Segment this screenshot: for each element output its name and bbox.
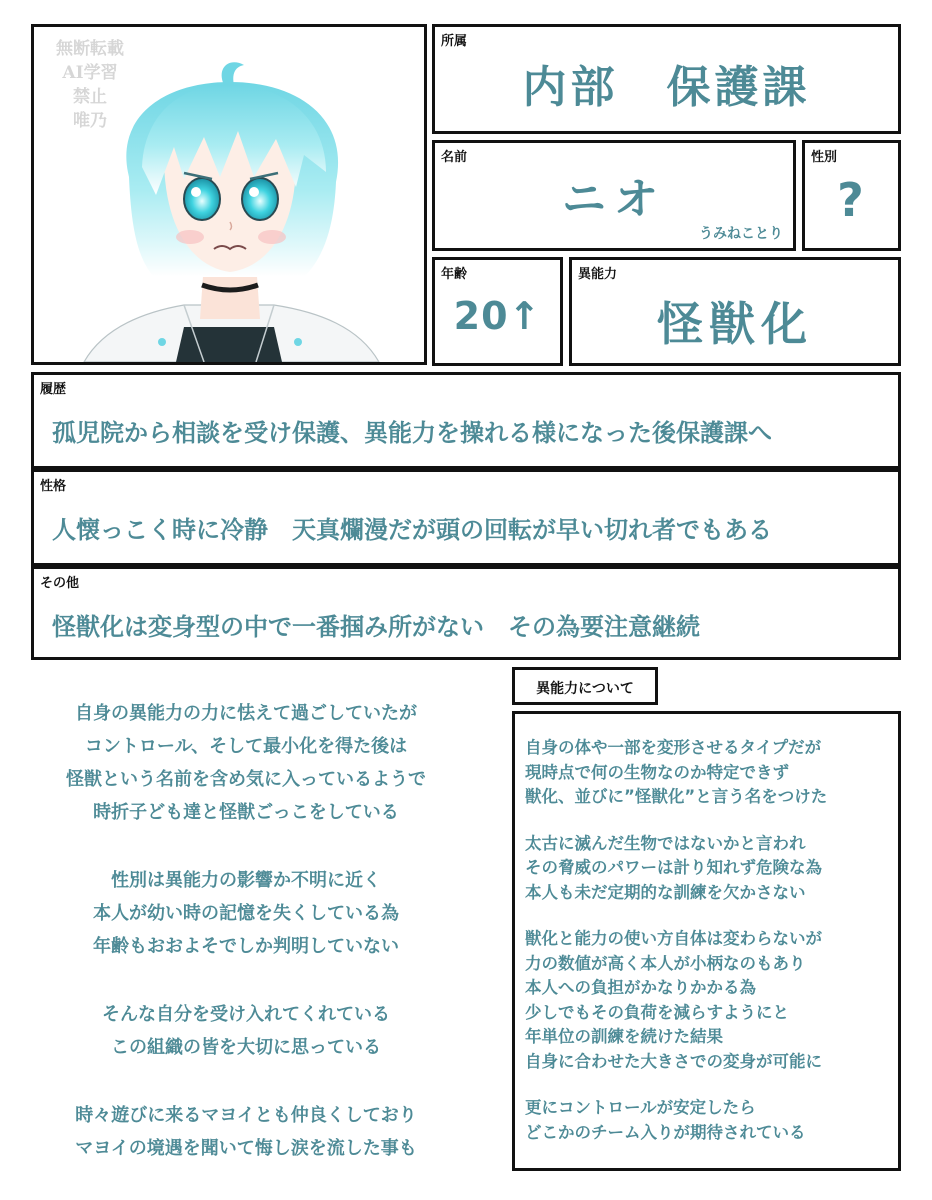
about-paragraph xyxy=(525,832,827,906)
description-line: そんな自分を受け入れてくれている xyxy=(102,1004,390,1025)
description-line: 本人が幼い時の記憶を失くしている為 xyxy=(93,903,399,924)
about-line: 本人への負担がかなりかかる為 xyxy=(525,978,756,997)
description-line: この組織の皆を大切に思っている xyxy=(111,1037,381,1058)
description-line: マヨイの境遇を聞いて悔し涙を流した事も xyxy=(75,1138,417,1159)
affiliation-box xyxy=(432,24,901,134)
history-box xyxy=(31,372,901,469)
about-line: 現時点で何の生物なのか特定できず xyxy=(525,762,789,782)
name-label: 名前 xyxy=(441,150,468,165)
watermark-line: 唯乃 xyxy=(73,111,107,131)
background-description xyxy=(40,697,452,1200)
gender-box xyxy=(802,140,901,251)
about-line: 本人も未だ定期的な訓練を欠かさない xyxy=(525,882,806,902)
personality-text: 人懐っこく時に冷静 天真爛漫だが頭の回転が早い切れ者でもある xyxy=(52,516,772,544)
other-text: 怪獣化は変身型の中で一番掴み所がない その為要注意継続 xyxy=(52,613,700,641)
description-line: 時々遊びに来るマヨイとも仲良くしており xyxy=(75,1105,417,1126)
about-ability-label: 異能力について xyxy=(536,681,634,697)
description-line: コントロール、そして最小化を得た後は xyxy=(84,736,408,757)
left-eye xyxy=(184,178,220,220)
about-line: 自身に合わせた大きさでの変身が可能に xyxy=(525,1051,822,1071)
about-paragraph xyxy=(525,736,827,810)
description-paragraph xyxy=(40,998,452,1064)
watermark-line: AI学習 xyxy=(62,63,118,83)
other-box xyxy=(31,566,901,660)
about-line: 自身の体や一部を変形させるタイプだが xyxy=(525,738,822,757)
about-ability-label-box xyxy=(512,667,658,705)
about-line: 獣化と能力の使い方自体は変わらないが xyxy=(525,929,822,948)
description-line: 怪獣という名前を含め気に入っているようで xyxy=(66,769,426,790)
watermark-line: 無断転載 xyxy=(56,39,124,59)
about-line: その脅威のパワーは計り知れず危険な為 xyxy=(525,858,822,877)
history-text: 孤児院から相談を受け保護、異能力を操れる様になった後保護課へ xyxy=(52,419,772,447)
age-label: 年齢 xyxy=(441,267,468,282)
about-line: 更にコントロールが安定したら xyxy=(525,1098,756,1117)
about-paragraph xyxy=(525,927,827,1074)
about-line: どこかのチーム入りが期待されている xyxy=(525,1122,806,1142)
description-paragraph xyxy=(40,697,452,829)
name-box xyxy=(432,140,796,251)
name-value: ニオ xyxy=(562,174,666,225)
gender-value: ? xyxy=(837,173,866,227)
description-line: 時折子ども達と怪獣ごっこをしている xyxy=(93,802,399,823)
personality-box xyxy=(31,469,901,566)
ahoge xyxy=(222,62,244,85)
about-paragraph xyxy=(525,1096,827,1145)
ability-label: 異能力 xyxy=(578,267,618,282)
about-line: 太古に滅んだ生物ではないかと言われ xyxy=(525,833,806,853)
right-eye xyxy=(242,178,278,220)
personality-label: 性格 xyxy=(40,479,67,494)
description-line: 年齢もおおよそでしか判明していない xyxy=(93,936,399,957)
name-species: うみねことり xyxy=(699,226,783,242)
gender-label: 性別 xyxy=(811,150,838,165)
description-paragraph xyxy=(40,1099,452,1165)
affiliation-value: 内部 保護課 xyxy=(522,62,811,113)
character-illustration xyxy=(34,27,424,362)
about-line: 獣化、並びに”怪獣化”と言う名をつけた xyxy=(525,787,828,806)
description-line: 性別は異能力の影響か不明に近く xyxy=(111,870,381,891)
description-paragraph xyxy=(40,864,452,963)
affiliation-label: 所属 xyxy=(441,34,468,49)
description-line: 自身の異能力の力に怯えて過ごしていたが xyxy=(75,703,417,724)
character-portrait xyxy=(31,24,427,365)
about-line: 力の数値が高く本人が小柄なのもあり xyxy=(525,953,806,973)
about-line: 年単位の訓練を続けた結果 xyxy=(525,1027,723,1046)
history-label: 履歴 xyxy=(40,382,67,397)
ability-value: 怪獣化 xyxy=(657,297,813,351)
watermark-line: 禁止 xyxy=(73,87,107,107)
about-ability-box xyxy=(512,711,901,1171)
other-label: その他 xyxy=(40,576,80,591)
ability-box xyxy=(569,257,901,366)
about-line: 少しでもその負荷を減らすようにと xyxy=(525,1002,789,1022)
age-value: 20↑ xyxy=(453,294,542,338)
age-box xyxy=(432,257,563,366)
